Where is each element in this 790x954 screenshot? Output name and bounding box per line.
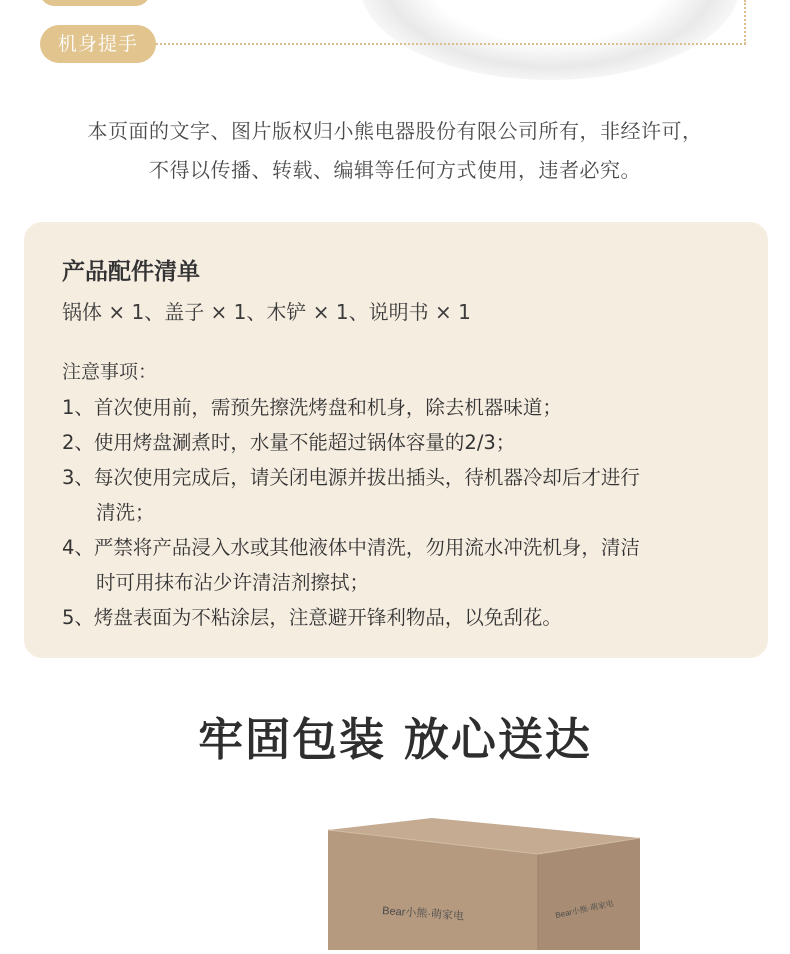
note-item [62, 425, 738, 460]
previous-label-pill [40, 0, 150, 6]
copyright-line-2: 不得以传播、转载、编辑等任何方式使用，违者必究。 [149, 158, 641, 182]
note-text: 1、首次使用前，需预先擦洗烤盘和机身，除去机器味道； [62, 396, 562, 419]
box-brand-side: Bear小熊·萌家电 [554, 898, 615, 920]
note-text: 4、严禁将产品浸入水或其他液体中清洗，勿用流水冲洗机身，清洁 [62, 536, 640, 559]
note-item [62, 600, 738, 635]
note-item [62, 460, 738, 530]
box-side-face [538, 838, 640, 950]
copyright-notice [0, 112, 790, 190]
note-text: 3、每次使用完成后，请关闭电源并拔出插头，待机器冷却后才进行 [62, 466, 640, 489]
packaging-title: 牢固包装 放心送达 [198, 713, 592, 766]
product-image-area [0, 0, 790, 95]
product-image [360, 0, 740, 80]
note-item [62, 530, 738, 600]
card-title: 产品配件清单 [62, 259, 200, 285]
notes-heading: 注意事项： [62, 361, 158, 383]
notes-list [62, 390, 738, 635]
shipping-box-illustration [320, 810, 650, 950]
copyright-line-1: 本页面的文字、图片版权归小熊电器股份有限公司所有，非经许可， [87, 119, 703, 143]
callout-line-vertical [744, 0, 746, 44]
note-text: 5、烤盘表面为不粘涂层，注意避开锋利物品，以免刮花。 [62, 606, 562, 629]
callout-line-horizontal [156, 43, 746, 45]
accessories-notice-card [24, 222, 768, 658]
note-text: 2、使用烤盘涮煮时，水量不能超过锅体容量的2/3； [62, 431, 516, 454]
accessories-list: 锅体 × 1、盖子 × 1、木铲 × 1、说明书 × 1 [62, 300, 471, 324]
box-brand-front: Bear小熊·萌家电 [381, 905, 465, 923]
handle-label-pill: 机身提手 [40, 25, 156, 63]
note-text-continued: 时可用抹布沾少许清洁剂擦拭； [96, 571, 370, 594]
shipping-box-image [320, 810, 650, 950]
note-text-continued: 清洗； [96, 501, 155, 524]
note-item [62, 390, 738, 425]
